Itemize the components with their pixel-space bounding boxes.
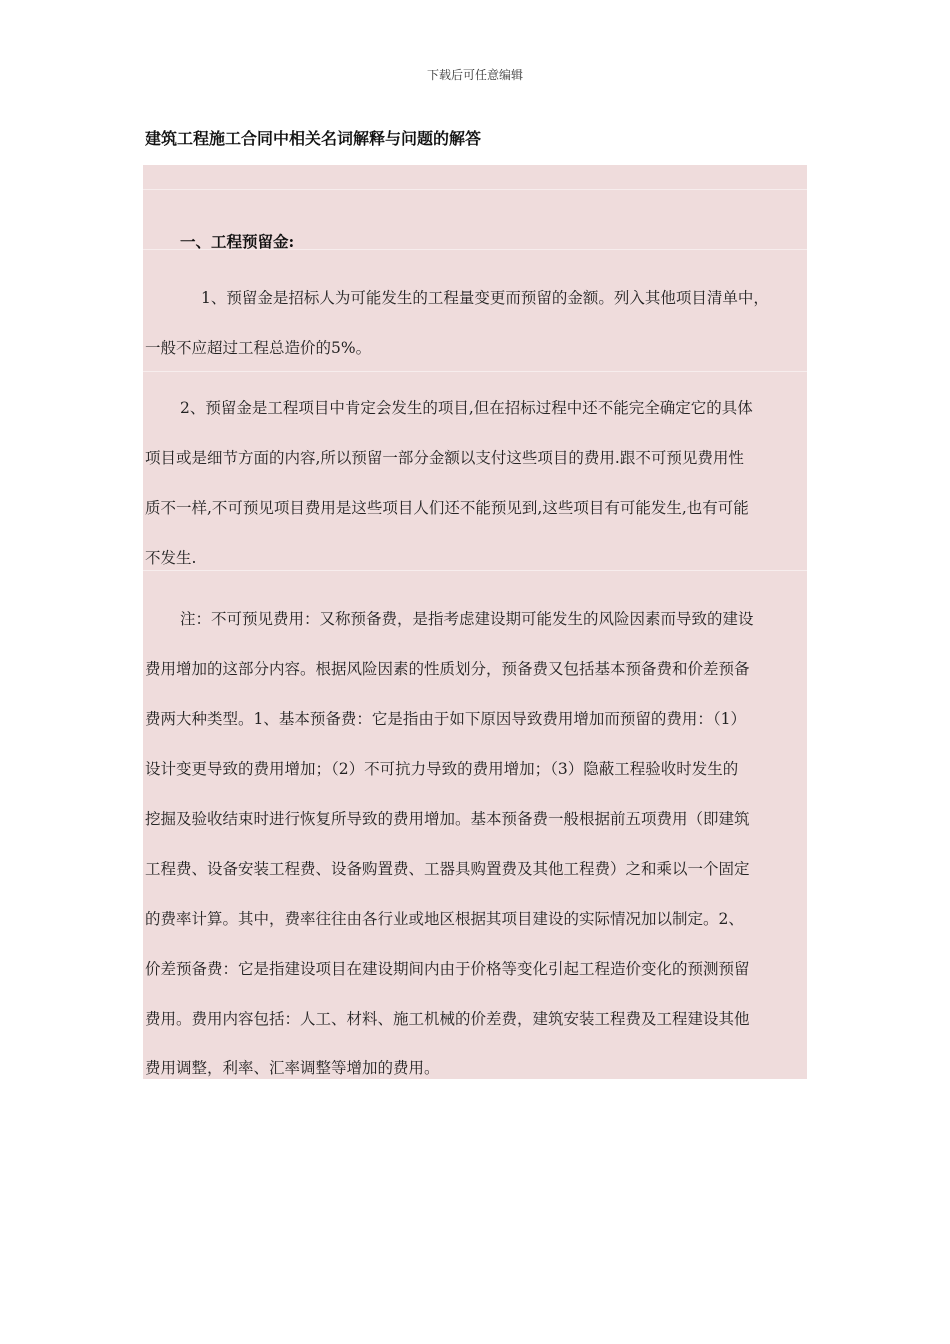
divider	[143, 371, 807, 372]
page-header-note: 下载后可任意编辑	[426, 68, 523, 82]
divider	[143, 189, 807, 190]
note-paragraph-line: 的费率计算。其中，费率往往由各行业或地区根据其项目建设的实际情况加以制定。2、	[145, 910, 744, 928]
paragraph-1-line: 一般不应超过工程总造价的5%。	[145, 339, 372, 357]
paragraph-2-line: 2、预留金是工程项目中肯定会发生的项目,但在招标过程中还不能完全确定它的具体	[180, 399, 753, 417]
note-paragraph-line: 注：不可预见费用：又称预备费，是指考虑建设期可能发生的风险因素而导致的建设	[180, 610, 754, 628]
note-paragraph-line: 费两大种类型。1、基本预备费：它是指由于如下原因导致费用增加而预留的费用：（1）	[145, 710, 746, 728]
paragraph-1-line: 1、预留金是招标人为可能发生的工程量变更而预留的金额。列入其他项目清单中，	[201, 289, 769, 307]
note-paragraph-line: 费用调整，利率、汇率调整等增加的费用。	[145, 1059, 440, 1077]
paragraph-2-line: 不发生.	[145, 549, 197, 567]
note-paragraph-line: 价差预备费：它是指建设项目在建设期间内由于价格等变化引起工程造价变化的预测预留	[145, 960, 750, 978]
divider	[143, 570, 807, 571]
document-title: 建筑工程施工合同中相关名词解释与问题的解答	[145, 129, 482, 148]
note-paragraph-line: 挖掘及验收结束时进行恢复所导致的费用增加。基本预备费一般根据前五项费用（即建筑	[145, 810, 750, 828]
section-heading-reserve-fund: 一、工程预留金:	[180, 232, 295, 251]
paragraph-2-line: 项目或是细节方面的内容,所以预留一部分金额以支付这些项目的费用.跟不可预见费用性	[145, 449, 744, 467]
note-paragraph-line: 费用。费用内容包括：人工、材料、施工机械的价差费，建筑安装工程费及工程建设其他	[145, 1010, 750, 1028]
highlighted-content-block	[143, 165, 807, 1079]
note-paragraph-line: 设计变更导致的费用增加；（2）不可抗力导致的费用增加；（3）隐蔽工程验收时发生的	[145, 760, 739, 778]
note-paragraph-line: 工程费、设备安装工程费、设备购置费、工器具购置费及其他工程费）之和乘以一个固定	[145, 860, 750, 878]
note-paragraph-line: 费用增加的这部分内容。根据风险因素的性质划分，预备费又包括基本预备费和价差预备	[145, 660, 750, 678]
paragraph-2-line: 质不一样,不可预见项目费用是这些项目人们还不能预见到,这些项目有可能发生,也有可能	[145, 499, 749, 517]
